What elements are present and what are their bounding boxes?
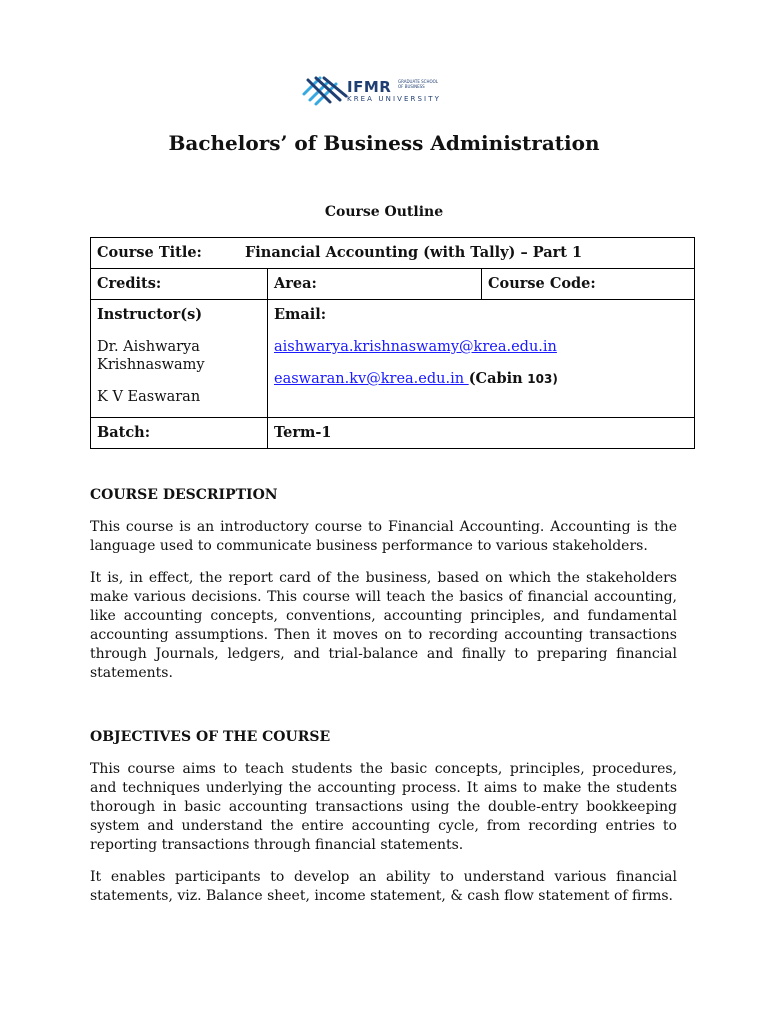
course-title-value: Financial Accounting (with Tally) – Part 1 [245, 244, 583, 261]
logo-school-line2: OF BUSINESS [398, 84, 425, 89]
email-link[interactable]: aishwarya.krishnaswamy@krea.edu.in [274, 339, 557, 355]
credits-row [91, 269, 695, 300]
course-code-label: Course Code: [482, 269, 695, 300]
instructor-cell [91, 300, 268, 418]
section-heading: COURSE DESCRIPTION [90, 487, 278, 503]
credits-label: Credits: [91, 269, 268, 300]
email-link[interactable]: easwaran.kv@krea.edu.in [274, 371, 469, 387]
document-subtitle: Course Outline [324, 204, 444, 220]
email-label: Email: [274, 306, 327, 323]
paragraph: It is, in effect, the report card of the business, based on which the stakeholders make various decisions. This course will teach the basics of financial accounting, like accounting concepts, conventions, accounting principles, and fundamental accounting assumptions. Then it moves on to recording accounting transactions through Journals, ledgers, and trial-balance and finally to preparing financial statements. [90, 570, 677, 681]
batch-row [91, 418, 695, 449]
term-value: Term-1 [268, 418, 695, 449]
objectives-section [90, 728, 677, 906]
paragraph: It enables participants to develop an ability to understand various financial statements, viz. Balance sheet, income statement, & cash flow statement of firms. [90, 869, 677, 904]
paragraph: This course is an introductory course to Financial Accounting. Accounting is the language used to communicate business performance to various stakeholders. [90, 519, 677, 554]
cabin-number: 103) [527, 372, 558, 386]
instructor-name: K V Easwaran [97, 389, 201, 405]
logo-school-text [398, 79, 470, 89]
course-info-table [90, 237, 695, 449]
course-description-section [90, 486, 677, 683]
area-label: Area: [268, 269, 482, 300]
batch-label: Batch: [91, 418, 268, 449]
cabin-label: (Cabin [468, 370, 523, 387]
course-title-row [91, 238, 695, 269]
instructor-name: Dr. Aishwarya Krishnaswamy [97, 339, 205, 373]
logo-brand-text: IFMR [347, 78, 392, 96]
instructors-label: Instructor(s) [97, 306, 203, 323]
document-title: Bachelors’ of Business Administration [168, 131, 600, 155]
course-title-label: Course Title: [97, 244, 202, 261]
logo-university-text: KREA UNIVERSITY [347, 95, 441, 103]
course-title-cell [91, 238, 695, 269]
university-logo [300, 70, 470, 110]
logo-mark-icon [300, 72, 348, 108]
instructor-row [91, 300, 695, 418]
logo-school-line1: GRADUATE SCHOOL [398, 79, 438, 84]
paragraph: This course aims to teach students the basic concepts, principles, procedures, and techniques underlying the accounting process. It aims to make the students thorough in basic accounting transactions using the double-entry bookkeeping system and understand the entire accounting cycle, from recording entries to reporting transactions through financial statements. [90, 761, 677, 853]
section-heading: OBJECTIVES OF THE COURSE [90, 729, 331, 745]
email-cell [268, 300, 695, 418]
